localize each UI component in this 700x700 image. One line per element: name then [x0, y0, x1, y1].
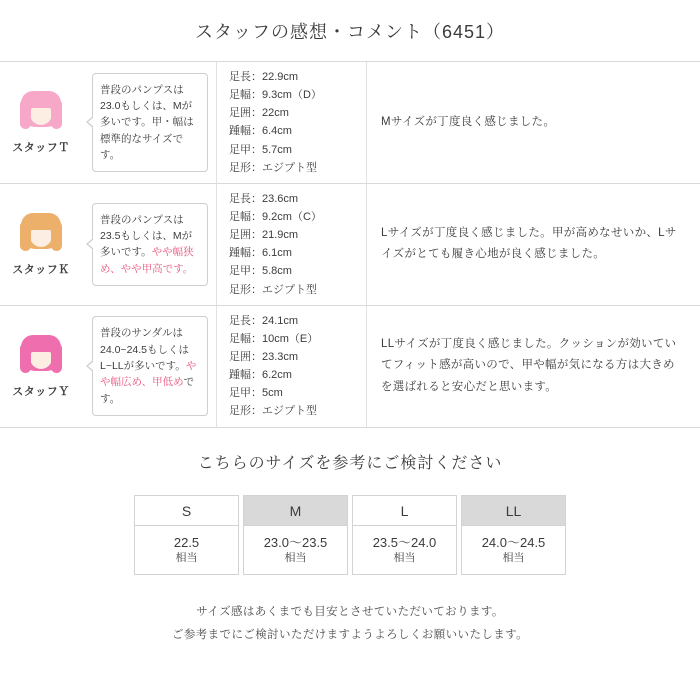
measurement-line: 足囲：22cm	[229, 107, 289, 120]
staff-avatar-cell	[0, 184, 82, 305]
measurement-line: 足幅：9.3cm（D）	[229, 89, 322, 102]
speech-bubble	[92, 316, 208, 415]
speech-bubble	[92, 203, 208, 286]
measurement-line: 足形：エジプト型	[229, 283, 317, 296]
staff-avatar-cell	[0, 306, 82, 427]
page-header	[0, 0, 700, 62]
size-label: S	[135, 496, 238, 526]
hair-side-right-icon	[51, 221, 62, 251]
size-label: LL	[462, 496, 565, 526]
bubble-text-post: 標準的なサイズです。	[100, 132, 184, 161]
measurement-line: 足形：エジプト型	[229, 161, 317, 174]
staff-comment-cell	[366, 306, 700, 427]
size-value-number: 23.0～23.5	[263, 534, 328, 550]
measurement-line: 足甲：5cm	[229, 387, 283, 400]
size-value-sub: 相当	[175, 552, 198, 565]
speech-bubble	[92, 73, 208, 172]
size-value-number: 22.5	[173, 534, 200, 550]
size-value	[462, 526, 565, 574]
staff-bubble-cell	[82, 306, 216, 427]
bubble-text-pre: 普段のサンダルは24.0~24.5もしくはL~LLが多いです。	[100, 327, 190, 372]
size-cell-l	[352, 495, 457, 575]
measurement-line: 踵幅：6.2cm	[229, 369, 292, 382]
size-label: M	[244, 496, 347, 526]
staff-comment-text: Lサイズが丁度良く感じました。甲が高めなせいか、Lサイズがとても履き心地が良く感じました。	[381, 227, 677, 261]
staff-measurements-cell	[216, 184, 366, 305]
size-note-line-2: ご参考までにご検討いただけますようよろしくお願いいたします。	[171, 628, 529, 641]
table-row	[0, 184, 700, 306]
staff-bubble-cell	[82, 62, 216, 183]
measurement-line: 足長：22.9cm	[229, 71, 299, 83]
size-guide-title: こちらのサイズを参考にご検討ください	[197, 454, 503, 472]
table-row	[0, 306, 700, 428]
size-value	[353, 526, 456, 574]
measurement-line: 足囲：23.3cm	[229, 350, 299, 363]
page-title: スタッフの感想・コメント（6451）	[194, 21, 506, 42]
size-cell-s	[134, 495, 239, 575]
hair-side-left-icon	[20, 221, 31, 251]
size-value	[135, 526, 238, 574]
bubble-text-highlight: やや幅広め、甲低め	[100, 359, 197, 389]
avatar	[17, 213, 65, 257]
hair-side-left-icon	[20, 343, 31, 373]
measurement-line: 足甲：5.8cm	[229, 265, 292, 278]
staff-bubble-cell	[82, 184, 216, 305]
measurement-line: 足甲：5.7cm	[229, 143, 292, 156]
bubble-text-pre: 普段のパンプスは23.5もしくは、Mが多いです。	[100, 213, 193, 259]
size-note-line-1: サイズ感はあくまでも目安とさせていただいております。	[196, 605, 504, 618]
size-guide-note	[172, 601, 528, 647]
hair-side-right-icon	[51, 99, 62, 129]
staff-measurements-cell	[216, 306, 366, 427]
size-value-number: 23.5～24.0	[372, 534, 437, 550]
staff-comment-cell	[366, 184, 700, 305]
measurement-line: 足幅：9.2cm（C）	[229, 210, 322, 223]
measurement-line: 踵幅：6.4cm	[229, 125, 292, 138]
measurement-line: 足囲：21.9cm	[229, 229, 299, 242]
staff-comment-text: Mサイズが丁度良く感じました。	[381, 115, 556, 128]
size-value-number: 24.0～24.5	[481, 534, 546, 550]
size-guide-table	[134, 495, 566, 575]
measurement-line: 足長：23.6cm	[229, 192, 299, 205]
staff-avatar-cell	[0, 62, 82, 183]
size-value	[244, 526, 347, 574]
bubble-text-post: です。	[100, 376, 195, 405]
size-cell-ll	[461, 495, 566, 575]
avatar	[17, 91, 65, 135]
staff-comment-text: LLサイズが丁度良く感じました。クッションが効いていてフィット感が高いので、甲や幅が気になる方は大きめを選ばれると安心だと思います。	[381, 338, 677, 393]
size-value-sub: 相当	[284, 552, 307, 565]
measurement-line: 踵幅：6.1cm	[229, 247, 292, 260]
staff-comment-table	[0, 62, 700, 428]
measurement-line: 足幅：10cm（E）	[229, 332, 319, 345]
staff-measurements-cell	[216, 62, 366, 183]
bubble-text-pre: 普段のパンプスは23.0もしくは、Mが多いです。甲・幅は	[100, 83, 194, 129]
bubble-text-highlight: やや幅狭め、やや甲高です。	[100, 246, 194, 275]
size-value-sub: 相当	[502, 552, 525, 565]
size-value-sub: 相当	[393, 552, 416, 565]
hair-side-right-icon	[51, 343, 62, 373]
staff-name: スタッフＴ	[12, 142, 70, 155]
size-label: L	[353, 496, 456, 526]
staff-comment-cell	[366, 62, 700, 183]
size-cell-m	[243, 495, 348, 575]
table-row	[0, 62, 700, 184]
measurement-line: 足形：エジプト型	[229, 405, 317, 418]
size-guide-section	[0, 428, 700, 700]
avatar	[17, 335, 65, 379]
measurement-line: 足長：24.1cm	[229, 314, 299, 327]
hair-side-left-icon	[20, 99, 31, 129]
staff-name: スタッフＫ	[12, 264, 70, 277]
staff-name: スタッフＹ	[12, 386, 70, 399]
